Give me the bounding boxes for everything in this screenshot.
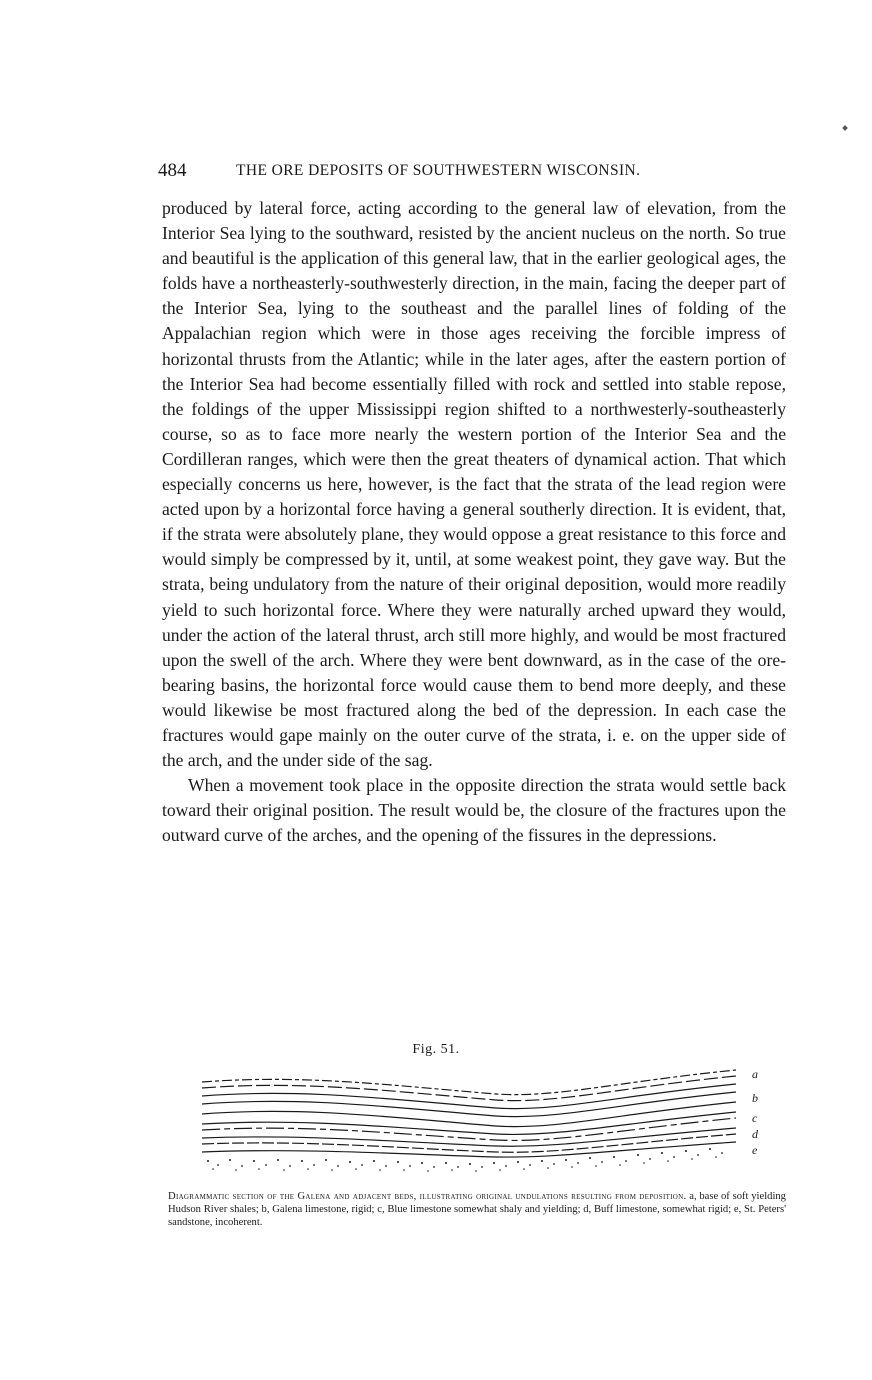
page-number: 484 — [158, 160, 187, 181]
layer-label-d: d — [752, 1127, 758, 1141]
strata-diagram — [196, 1066, 776, 1178]
running-head: THE ORE DEPOSITS OF SOUTHWESTERN WISCONSIN. — [236, 162, 641, 179]
layer-label-b: b — [752, 1091, 758, 1105]
page-header — [158, 156, 798, 186]
layer-label-a: a — [752, 1067, 758, 1081]
figure-label: Fig. 51. — [412, 1042, 460, 1057]
layer-a-top — [202, 1070, 736, 1095]
layer-label-c: c — [752, 1111, 758, 1125]
layer-b-top — [202, 1084, 736, 1109]
figure-caption — [168, 1190, 786, 1229]
layer-label-e: e — [752, 1143, 758, 1157]
layer-e-sandstone — [207, 1148, 723, 1172]
scan-speck — [842, 125, 848, 131]
layer-b-inner — [202, 1092, 736, 1117]
caption-title: Diagrammatic section of the Galena and adjacent beds, illustrating original undulations resulting from deposition. — [168, 1191, 687, 1202]
caption-body: a, base of soft yielding Hudson River shales; b, Galena limestone, rigid; c, Blue limestone somewhat shaly and yielding; d, Buff limestone, somewhat rigid; e, St. Peters' sandstone, incoherent. — [168, 1191, 786, 1228]
paragraph-2: When a movement took place in the opposite direction the strata would settle back toward their original position. The result would be, the closure of the fractures upon the outward curve of the arches, and the opening of the fissures in the depressions. — [162, 775, 786, 846]
body-text — [162, 196, 786, 848]
paragraph-1: produced by lateral force, acting according to the general law of elevation, from the Interior Sea lying to the southward, resisted by the ancient nucleus on the north. So true and beautiful is the application of this general law, that in the earlier geological ages, the folds have a northeasterly-southwesterly direction, in the main, facing the deeper part of the Interior Sea, lying to the southeast and the parallel lines of folding of the Appalachian region which were in those ages receiving the forcible impress of horizontal thrusts from the Atlantic; while in the later ages, after the eastern portion of the Interior Sea had become essentially filled with rock and settled into stable repose, the foldings of the upper Mississippi region shifted to a northwesterly-southeasterly course, so as to face more nearly the western portion of the Interior Sea and the Cordilleran ranges, which were then the great theaters of dynamical action. That which especially concerns us here, however, is the fact that the strata of the lead region were acted upon by a horizontal force having a general southerly direction. It is evident, that, if the strata were absolutely plane, they would oppose a great resistance to this force and would simply be compressed by it, until, at some weakest point, they gave way. But the strata, being undulatory from the nature of their original deposition, would more readily yield to such horizontal force. Where they were naturally arched upward they would, under the action of the lateral thrust, arch still more highly, and would be most fractured upon the swell of the arch. Where they were bent downward, as in the case of the ore-bearing basins, the horizontal force would cause them to bend more deeply, and these would likewise be most fractured along the bed of the depression. In each case the fractures would gape mainly on the outer curve of the strata, i. e. on the upper side of the arch, and the under side of the sag. — [162, 198, 786, 771]
